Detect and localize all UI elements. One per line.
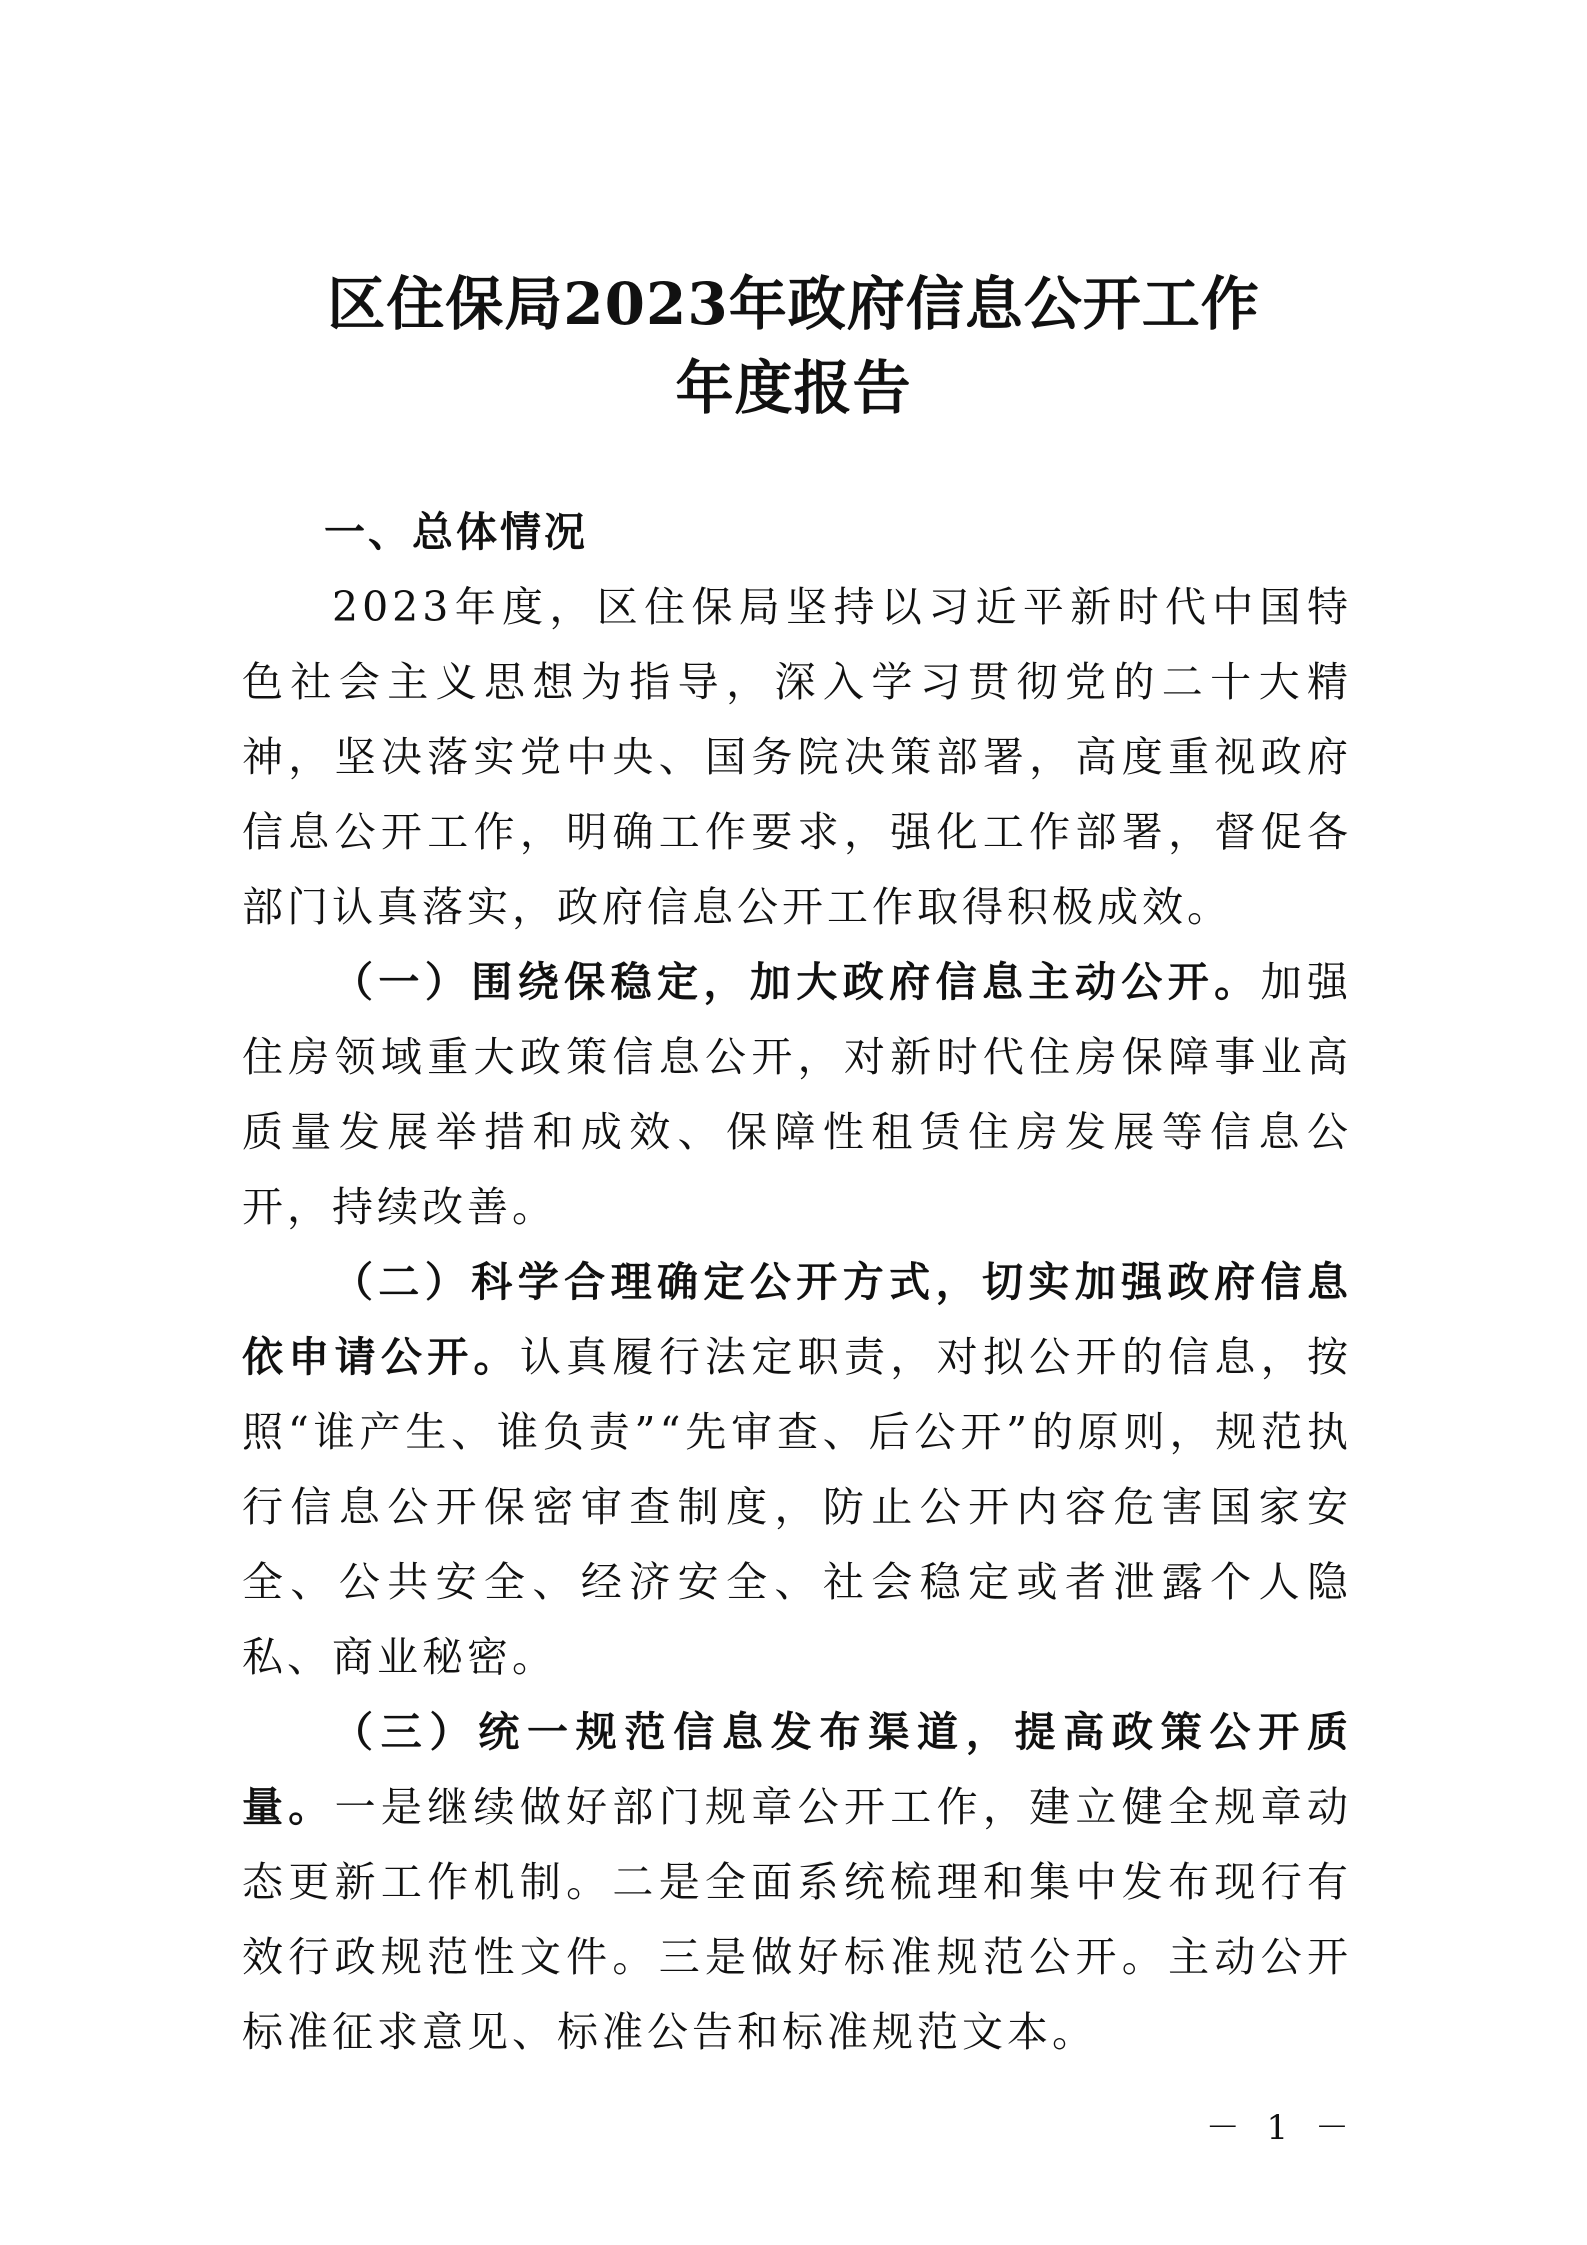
page-number: － 1 － — [1205, 2108, 1357, 2148]
document-body — [242, 495, 1352, 2070]
item-1-body: 加强住房领域重大政策信息公开，对新时代住房保障事业高质量发展举措和成效、保障性租赁住房发展等信息公开，持续改善。 — [242, 958, 1353, 1231]
intro-paragraph: 2023年度，区住保局坚持以习近平新时代中国特色社会主义思想为指导，深入学习贯彻党的二十大精神，坚决落实党中央、国务院决策部署，高度重视政府信息公开工作，明确工作要求，强化工作部署，督促各部门认真落实，政府信息公开工作取得积极成效。 — [242, 583, 1352, 931]
item-1-lead: （一）围绕保稳定，加大政府信息主动公开。 — [332, 958, 1261, 1006]
item-3-body: 一是继续做好部门规章公开工作，建立健全规章动态更新工作机制。二是全面系统梳理和集中发布现行有效行政规范性文件。三是做好标准规范公开。主动公开标准征求意见、标准公告和标准规范文本。 — [242, 1783, 1352, 2056]
item-2-lead: （二）科学合理确定公开方式，切实加强政府信息依申请公开。 — [242, 1258, 1352, 1381]
title-line-1: 区住保局2023年政府信息公开工作 — [327, 270, 1260, 338]
item-3-lead: （三）统一规范信息发布渠道，提高政策公开质量。 — [242, 1708, 1352, 1831]
paragraph-item-3 — [242, 1695, 1352, 2070]
title-line-2: 年度报告 — [675, 354, 912, 422]
paragraph-item-2 — [242, 1245, 1352, 1695]
document-title — [0, 262, 1587, 430]
paragraph-item-1 — [242, 945, 1352, 1245]
item-2-body: 认真履行法定职责，对拟公开的信息，按照“谁产生、谁负责”“先审查、后公开”的原则，规范执行信息公开保密审查制度，防止公开内容危害国家安全、公共安全、经济安全、社会稳定或者泄露个人隐私、商业秘密。 — [242, 1333, 1353, 1681]
section-heading-overview: 一、总体情况 — [324, 508, 588, 556]
